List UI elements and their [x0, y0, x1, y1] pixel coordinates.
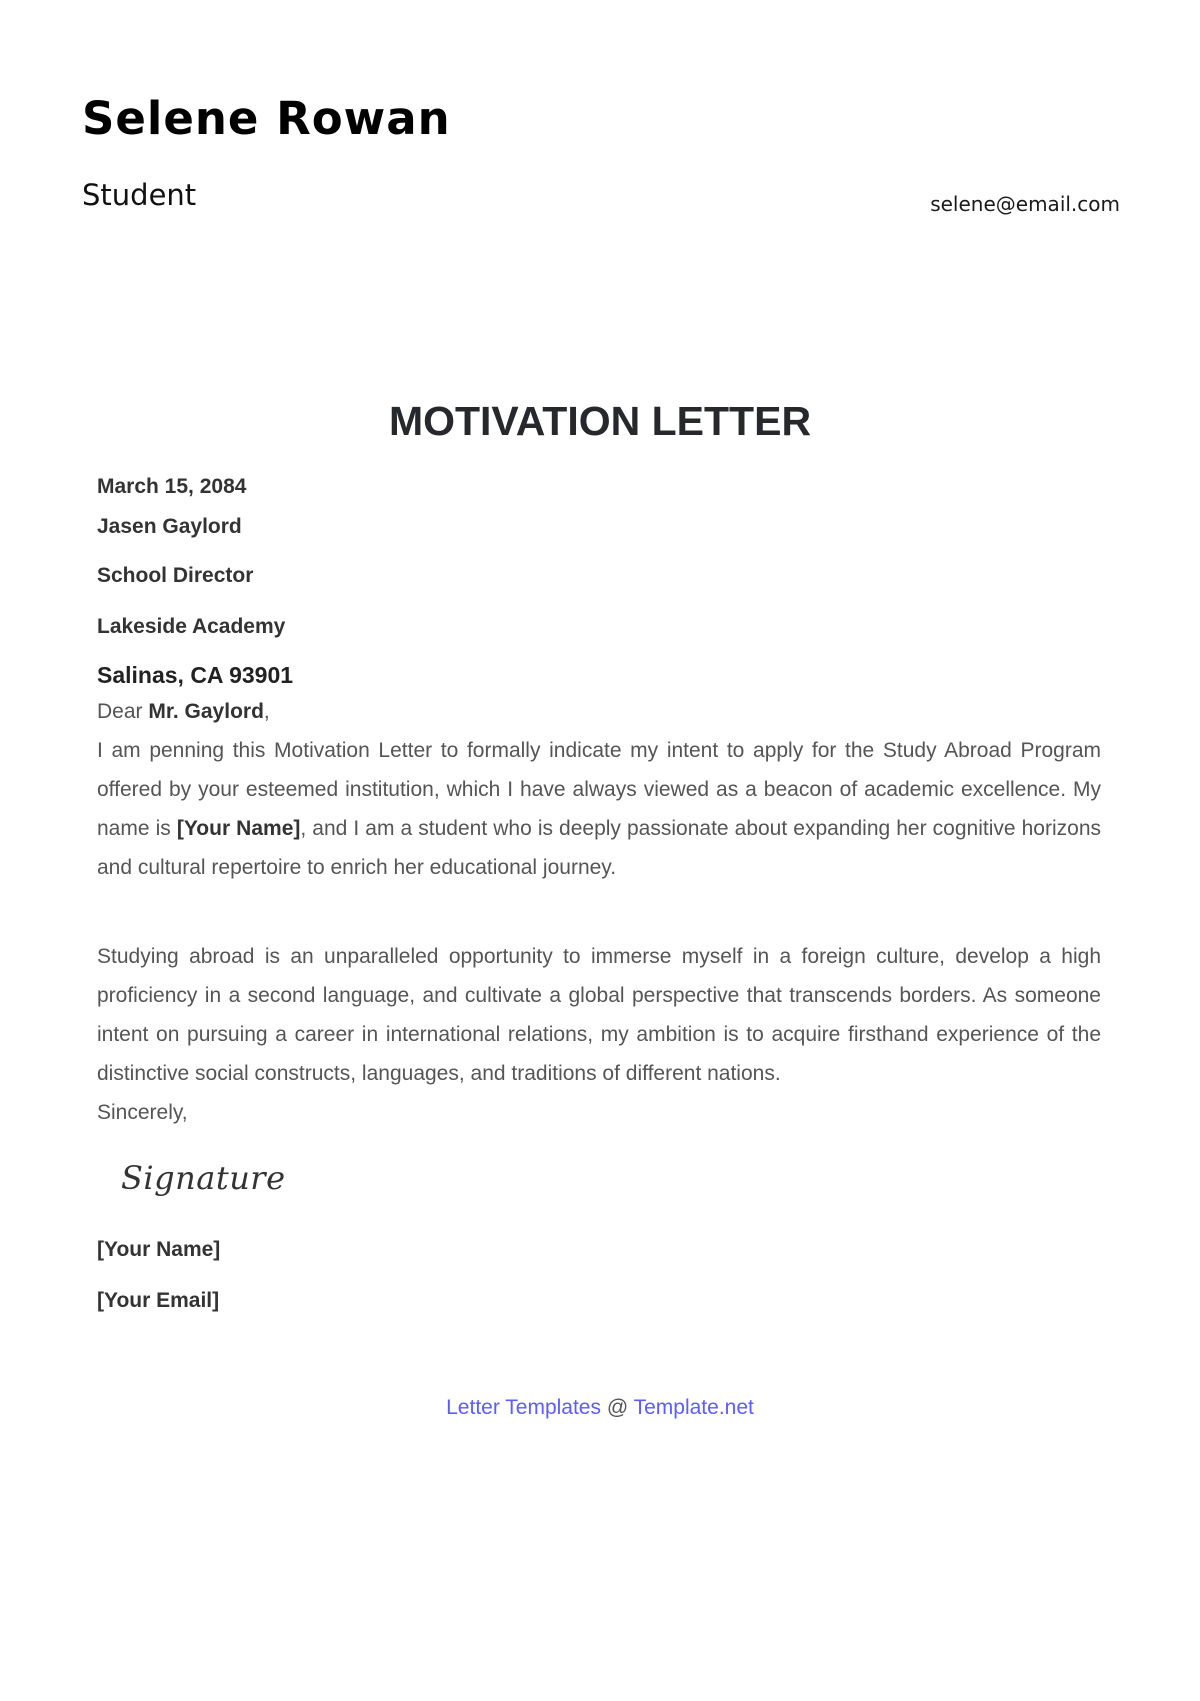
salutation-name: Mr. Gaylord [148, 700, 264, 723]
salutation-prefix: Dear [97, 700, 149, 723]
template-net-link[interactable]: Template.net [633, 1396, 754, 1419]
sender-email: selene@email.com [930, 192, 1120, 216]
closing-email: [Your Email] [97, 1289, 220, 1312]
paragraph-motivation: Studying abroad is an unparalleled opportunity to immerse myself in a foreign culture, develop a high proficiency in a second language, and cultivate a global perspective that transcends borders. As someone intent on pursuing a career in international relations, my ambition is to acquire firsthand experience of the distinctive social constructs, languages, and traditions of different nations. [97, 945, 1101, 1085]
recipient-name: Jasen Gaylord [97, 515, 242, 538]
recipient-organization: Lakeside Academy [97, 615, 286, 638]
letter-templates-link[interactable]: Letter Templates [446, 1396, 601, 1419]
footer-separator: @ [601, 1396, 634, 1419]
placeholder-your-name: [Your Name] [176, 817, 301, 840]
salutation-suffix: , [263, 700, 270, 723]
letter-date: March 15, 2084 [97, 475, 247, 498]
signature: Signature [121, 1159, 286, 1197]
letter-body [97, 470, 1101, 1321]
document-title: MOTIVATION LETTER [388, 398, 812, 444]
salutation [97, 692, 1101, 731]
closing-name: [Your Name] [97, 1238, 221, 1261]
paragraph-intro-text-end: , and I am a student who is deeply passionate about expanding her cognitive horizons and cultural repertoire to enrich her educational journey. [97, 817, 1101, 879]
sender-role: Student [82, 178, 197, 212]
paragraph-intro [97, 731, 1101, 887]
paragraph-intro-text: I am penning this Motivation Letter to formally indicate my intent to apply for the Study Abroad Program offered by your esteemed institution, which I have always viewed as a beacon of academic excellence. My name is [97, 739, 1101, 840]
sender-name: Selene Rowan [82, 92, 451, 145]
recipient-position: School Director [97, 564, 254, 587]
sign-off: Sincerely, [97, 1101, 188, 1124]
paragraph-spacer [97, 887, 1101, 937]
recipient-city: Salinas, CA 93901 [97, 662, 294, 688]
footer-attribution [0, 1396, 1200, 1420]
